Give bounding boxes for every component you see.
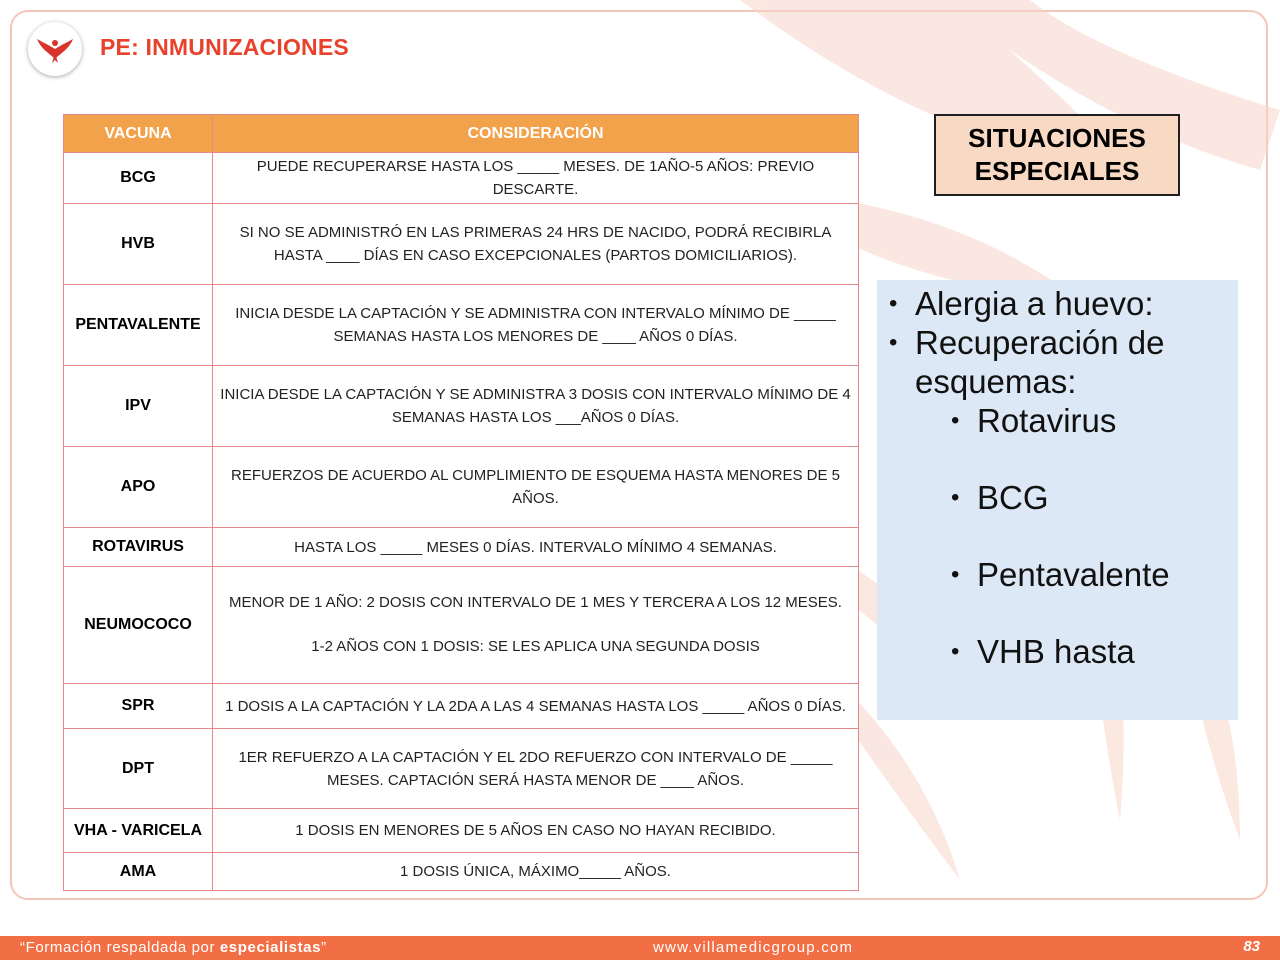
sub-list-item — [951, 555, 1230, 594]
vaccine-consideration: MENOR DE 1 AÑO: 2 DOSIS CON INTERVALO DE 1 MES Y TERCERA A LOS 12 MESES. 1-2 AÑOS CON 1 DOSIS: SE LES APLICA UNA SEGUNDA DOSIS — [213, 567, 859, 684]
vaccine-name: APO — [64, 447, 213, 528]
table-row — [64, 684, 859, 729]
vaccine-name: PENTAVALENTE — [64, 285, 213, 366]
vaccine-name: DPT — [64, 729, 213, 809]
slogan-bold: especialistas — [219, 939, 322, 956]
vaccine-name: NEUMOCOCO — [64, 567, 213, 684]
sub-list-item — [951, 632, 1230, 671]
table-row — [64, 729, 859, 809]
list-item-label: Recuperación de esquemas: — [915, 324, 1165, 400]
table-row — [64, 153, 859, 204]
website-link[interactable]: www.villamedicgroup.com — [653, 939, 854, 956]
bullet-dot-icon: • — [951, 638, 960, 665]
page-number: 83 — [1243, 938, 1260, 955]
sub-list-item-label: VHB hasta — [977, 633, 1135, 670]
table-row — [64, 853, 859, 891]
bullet-dot-icon: • — [889, 329, 898, 356]
slogan-suffix: ” — [321, 939, 327, 956]
vaccine-name: BCG — [64, 153, 213, 204]
bullet-dot-icon: • — [951, 407, 960, 434]
bullet-dot-icon: • — [951, 484, 960, 511]
list-item — [889, 284, 1230, 323]
vaccine-name: IPV — [64, 366, 213, 447]
vaccine-consideration: REFUERZOS DE ACUERDO AL CUMPLIMIENTO DE ESQUEMA HASTA MENORES DE 5 AÑOS. — [213, 447, 859, 528]
vaccine-consideration: 1 DOSIS ÚNICA, MÁXIMO_____ AÑOS. — [213, 853, 859, 891]
table-header-row — [64, 115, 859, 153]
bullet-dot-icon: • — [951, 561, 960, 588]
vaccine-consideration: 1ER REFUERZO A LA CAPTACIÓN Y EL 2DO REFUERZO CON INTERVALO DE _____ MESES. CAPTACIÓN SERÁ HASTA MENOR DE ____ AÑOS. — [213, 729, 859, 809]
table-row — [64, 447, 859, 528]
list-item — [889, 323, 1230, 401]
vaccine-name: ROTAVIRUS — [64, 528, 213, 567]
list-item-label: Alergia a huevo: — [915, 285, 1154, 322]
vaccine-consideration: 1 DOSIS A LA CAPTACIÓN Y LA 2DA A LAS 4 SEMANAS HASTA LOS _____ AÑOS 0 DÍAS. — [213, 684, 859, 729]
vaccine-name: SPR — [64, 684, 213, 729]
vaccine-name: AMA — [64, 853, 213, 891]
vaccine-consideration: HASTA LOS _____ MESES 0 DÍAS. INTERVALO MÍNIMO 4 SEMANAS. — [213, 528, 859, 567]
footer-slogan — [20, 939, 327, 956]
slogan-prefix: “Formación respaldada por — [20, 939, 220, 956]
vaccine-table — [63, 114, 859, 891]
vaccine-consideration: PUEDE RECUPERARSE HASTA LOS _____ MESES. DE 1AÑO-5 AÑOS: PREVIO DESCARTE. — [213, 153, 859, 204]
vaccine-name: HVB — [64, 204, 213, 285]
sub-list-item-label: Rotavirus — [977, 402, 1117, 439]
table-row — [64, 567, 859, 684]
special-situations-list — [877, 280, 1238, 720]
vaccine-name: VHA - VARICELA — [64, 809, 213, 853]
sub-list-item-label: BCG — [977, 479, 1049, 516]
table-row — [64, 366, 859, 447]
table-row — [64, 809, 859, 853]
phoenix-logo-icon — [28, 22, 82, 76]
table-row — [64, 285, 859, 366]
page-title: PE: INMUNIZACIONES — [100, 34, 349, 60]
bullet-dot-icon: • — [889, 290, 898, 317]
sub-list-item — [951, 478, 1230, 517]
situaciones-title-line2: ESPECIALES — [974, 156, 1140, 186]
situaciones-title-line1: SITUACIONES — [968, 123, 1146, 153]
sub-list-item — [951, 401, 1230, 440]
situaciones-especiales-box — [934, 114, 1180, 196]
vaccine-consideration: 1 DOSIS EN MENORES DE 5 AÑOS EN CASO NO HAYAN RECIBIDO. — [213, 809, 859, 853]
column-header-consideracion: CONSIDERACIÓN — [213, 115, 859, 153]
footer-bar — [0, 936, 1280, 960]
vaccine-consideration: INICIA DESDE LA CAPTACIÓN Y SE ADMINISTRA CON INTERVALO MÍNIMO DE _____ SEMANAS HASTA LOS MENORES DE ____ AÑOS 0 DÍAS. — [213, 285, 859, 366]
table-row — [64, 528, 859, 567]
vaccine-consideration: SI NO SE ADMINISTRÓ EN LAS PRIMERAS 24 HRS DE NACIDO, PODRÁ RECIBIRLA HASTA ____ DÍAS EN CASO EXCEPCIONALES (PARTOS DOMICILIARIOS). — [213, 204, 859, 285]
table-row — [64, 204, 859, 285]
vaccine-consideration: INICIA DESDE LA CAPTACIÓN Y SE ADMINISTRA 3 DOSIS CON INTERVALO MÍNIMO DE 4 SEMANAS HASTA LOS ___AÑOS 0 DÍAS. — [213, 366, 859, 447]
sub-list-item-label: Pentavalente — [977, 556, 1170, 593]
column-header-vacuna: VACUNA — [64, 115, 213, 153]
